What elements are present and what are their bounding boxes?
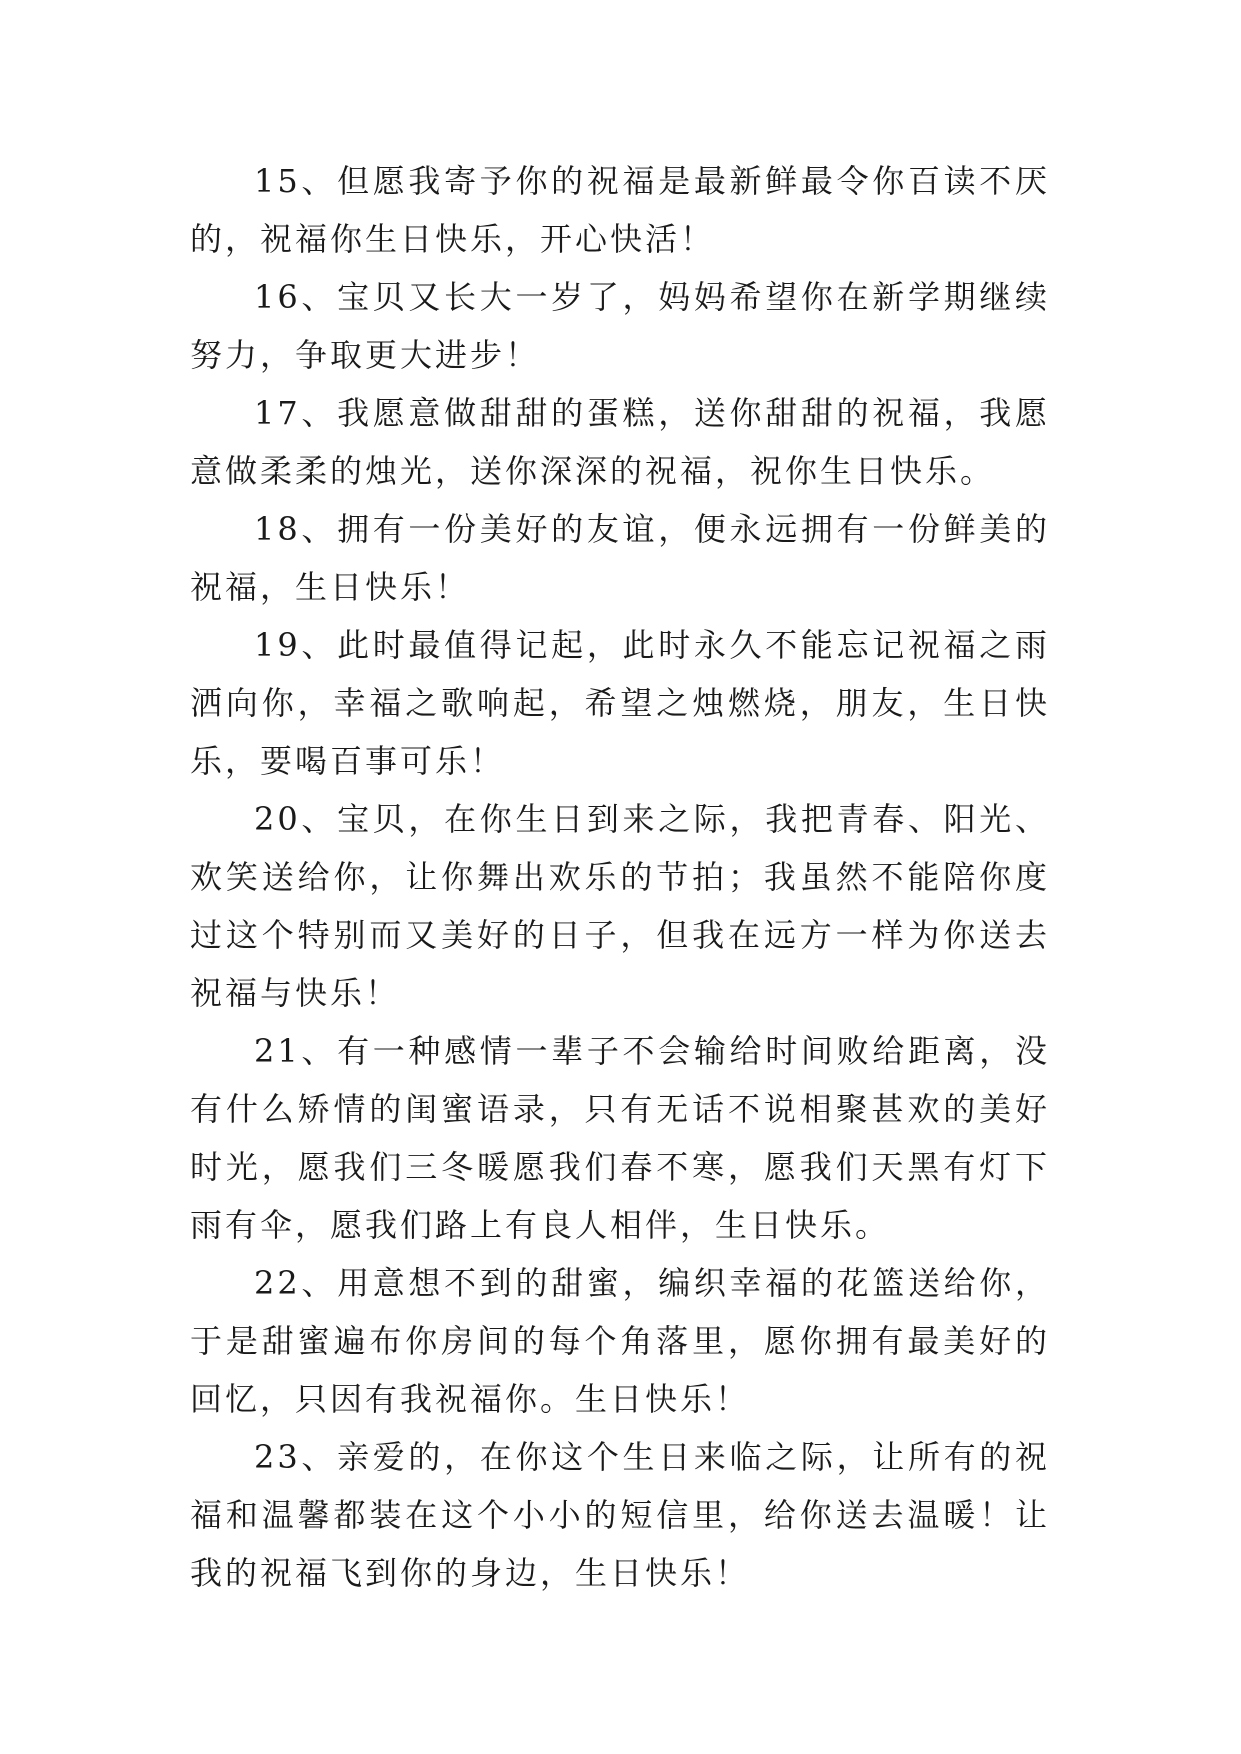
paragraph-23: 23、亲爱的，在你这个生日来临之际，让所有的祝福和温馨都装在这个小小的短信里，给你送去温暖！让我的祝福飞到你的身边，生日快乐！	[190, 1438, 1050, 1592]
paragraph-20: 20、宝贝，在你生日到来之际，我把青春、阳光、欢笑送给你，让你舞出欢乐的节拍；我虽然不能陪你度过这个特别而又美好的日子，但我在远方一样为你送去祝福与快乐！	[190, 800, 1050, 1012]
paragraph-18: 18、拥有一份美好的友谊，便永远拥有一份鲜美的祝福，生日快乐！	[190, 510, 1050, 606]
paragraph-22: 22、用意想不到的甜蜜，编织幸福的花篮送给你，于是甜蜜遍布你房间的每个角落里，愿你拥有最美好的回忆，只因有我祝福你。生日快乐！	[190, 1264, 1050, 1418]
paragraph-17: 17、我愿意做甜甜的蛋糕，送你甜甜的祝福，我愿意做柔柔的烛光，送你深深的祝福，祝你生日快乐。	[190, 394, 1050, 490]
paragraph-21: 21、有一种感情一辈子不会输给时间败给距离，没有什么矫情的闺蜜语录，只有无话不说相聚甚欢的美好时光，愿我们三冬暖愿我们春不寒，愿我们天黑有灯下雨有伞，愿我们路上有良人相伴，生日快乐。	[190, 1032, 1050, 1244]
paragraph-15: 15、但愿我寄予你的祝福是最新鲜最令你百读不厌的，祝福你生日快乐，开心快活！	[190, 162, 1050, 258]
paragraph-19: 19、此时最值得记起，此时永久不能忘记祝福之雨洒向你，幸福之歌响起，希望之烛燃烧，朋友，生日快乐，要喝百事可乐！	[190, 626, 1050, 780]
document-body	[190, 152, 1050, 1602]
paragraph-16: 16、宝贝又长大一岁了，妈妈希望你在新学期继续努力，争取更大进步！	[190, 278, 1050, 374]
